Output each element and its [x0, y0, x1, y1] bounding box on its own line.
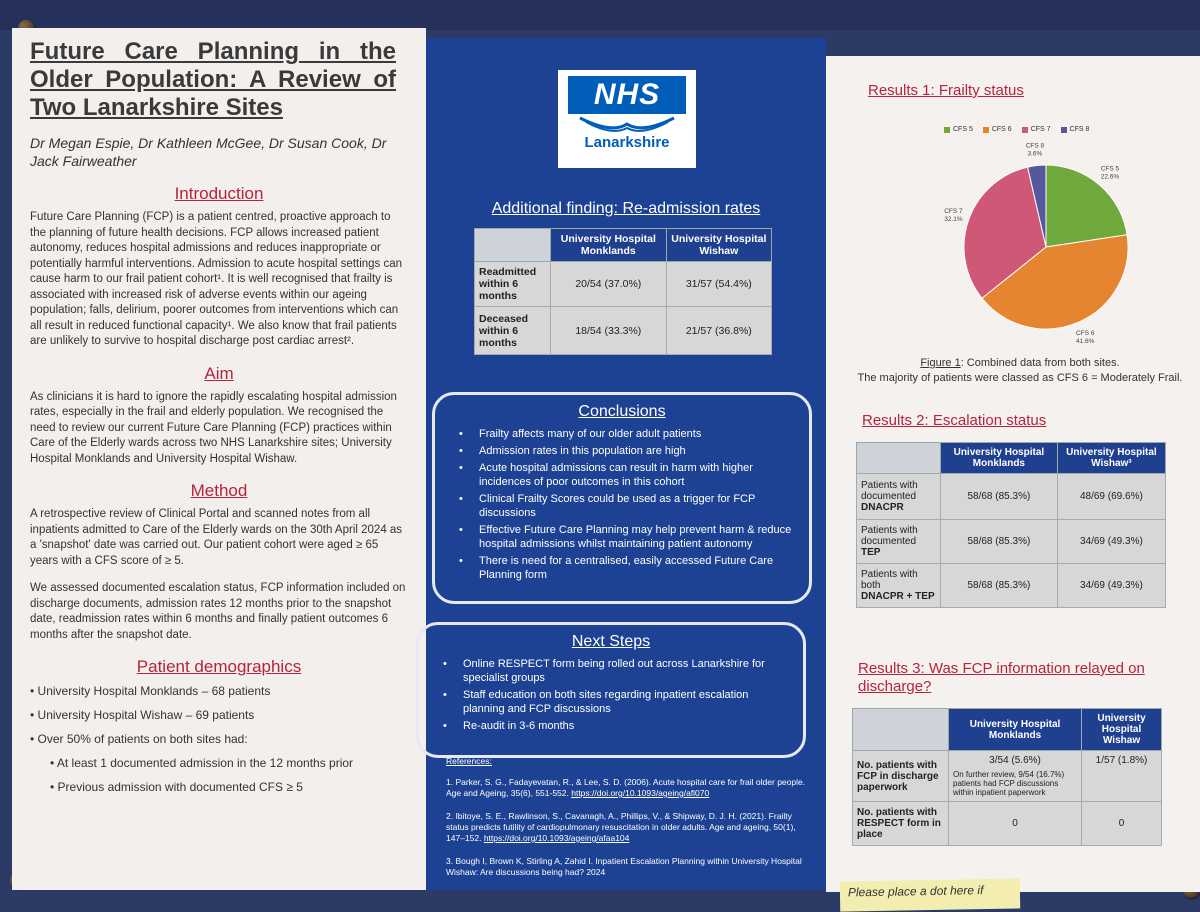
table-corner — [857, 443, 941, 474]
middle-panel — [426, 38, 826, 890]
legend-entry — [1061, 126, 1090, 133]
cell-value: 3/54 (5.6%) — [989, 755, 1041, 766]
figure-caption — [850, 356, 1190, 386]
list-item: • Staff education on both sites regarding inpatient escalation planning and FCP discussions — [439, 688, 789, 716]
cell-note: On further review, 9/54 (16.7%) patients had FCP discussions within inpatient paperwork — [953, 770, 1065, 797]
method-heading: Method — [190, 481, 248, 500]
column-header: University Hospital Monklands — [949, 709, 1082, 751]
left-panel — [12, 28, 426, 890]
legend-label: CFS 6 — [991, 126, 1012, 133]
table-cell: 58/68 (85.3%) — [941, 564, 1058, 608]
reference-text: 1. Parker, S. G., Fadayevatan, R., & Lee, S. D. (2006). Acute hospital care for frail older people. Age and Ageing, 35(6), 551-552. — [446, 777, 806, 798]
row-label: Deceased within 6 months — [475, 307, 551, 355]
list-item: • At least 1 documented admission in the 12 months prior — [30, 755, 408, 771]
table-corner — [475, 229, 551, 262]
column-header: University Hospital Wishaw — [1082, 709, 1162, 751]
demographics-list — [30, 683, 408, 795]
aim-heading: Aim — [204, 363, 234, 383]
reference-text: 3. Bough I, Brown K, Stirling A, Zahid I. Inpatient Escalation Planning within University Hospital Wishaw: Are discussions being had? 2024 — [446, 856, 802, 877]
table-row — [475, 262, 772, 307]
row-label: No. patients with FCP in discharge paperwork — [853, 751, 949, 802]
table-cell: 1/57 (1.8%) — [1082, 751, 1162, 802]
table-cell: 34/69 (49.3%) — [1057, 564, 1165, 608]
table-cell: 18/54 (33.3%) — [551, 307, 667, 355]
legend-entry — [983, 126, 1012, 133]
table-cell: 58/68 (85.3%) — [941, 520, 1058, 564]
references — [446, 756, 808, 890]
nhs-region-name: Lanarkshire — [584, 134, 670, 151]
row-label-emphasis: DNACPR — [861, 502, 904, 513]
legend-label: CFS 5 — [953, 126, 973, 133]
legend-label: CFS 7 — [1030, 126, 1051, 133]
list-item: • University Hospital Wishaw – 69 patients — [30, 707, 408, 723]
table-row — [853, 802, 1162, 846]
legend-entry — [944, 126, 973, 133]
table-cell: 34/69 (49.3%) — [1057, 520, 1165, 564]
table-cell: 0 — [1082, 802, 1162, 846]
reference-item — [446, 777, 808, 799]
conclusions-box — [432, 392, 812, 604]
chart-legend — [944, 126, 1089, 133]
next-steps-list — [419, 651, 803, 733]
authors: Dr Megan Espie, Dr Kathleen McGee, Dr Susan Cook, Dr Jack Fairweather — [30, 135, 387, 169]
next-steps-box — [416, 622, 806, 758]
legend-entry — [1022, 126, 1051, 133]
column-header: University Hospital Monklands — [941, 443, 1058, 474]
list-item: • University Hospital Monklands – 68 patients — [30, 683, 408, 699]
introduction-heading: Introduction — [174, 184, 264, 203]
table-row — [475, 307, 772, 355]
row-label-text: Patients with documented — [861, 480, 918, 502]
reference-link[interactable]: https://doi.org/10.1093/ageing/afaa104 — [483, 833, 630, 843]
slice-value-label: 41.6% — [1076, 337, 1095, 345]
list-item: • Online RESPECT form being rolled out across Lanarkshire for specialist groups — [439, 657, 789, 685]
table-cell: 31/57 (54.4%) — [666, 262, 771, 307]
right-panel — [826, 56, 1200, 892]
readmission-table — [474, 228, 772, 355]
references-heading: References: — [446, 756, 492, 766]
list-item: • There is need for a centralised, easily accessed Future Care Planning form — [455, 554, 795, 582]
readmission-heading: Additional finding: Re-admission rates — [491, 200, 761, 217]
row-label — [857, 520, 941, 564]
slice-category-label: CFS 5 — [1100, 165, 1120, 173]
results2-heading: Results 2: Escalation status — [862, 412, 1047, 429]
frailty-pie-chart — [926, 142, 1166, 345]
column-header: University Hospital Monklands — [551, 229, 667, 262]
demographics-heading: Patient demographics — [136, 657, 302, 676]
next-steps-heading: Next Steps — [571, 633, 651, 650]
table-cell: 48/69 (69.6%) — [1057, 474, 1165, 520]
table-cell: 58/68 (85.3%) — [941, 474, 1058, 520]
poster-title: Future Care Planning in the Older Population: A Review of Two Lanarkshire Sites — [30, 38, 396, 121]
row-label: No. patients with RESPECT form in place — [853, 802, 949, 846]
row-label — [857, 474, 941, 520]
table-row — [857, 564, 1166, 608]
results1-heading: Results 1: Frailty status — [868, 82, 1024, 99]
list-item: • Clinical Frailty Scores could be used as a trigger for FCP discussions — [455, 492, 795, 520]
slice-value-label: 3.6% — [1027, 150, 1043, 158]
row-label: Readmitted within 6 months — [475, 262, 551, 307]
slice-category-label: CFS 7 — [944, 207, 963, 215]
table-row — [853, 751, 1162, 802]
table-cell — [949, 751, 1082, 802]
reference-item — [446, 856, 808, 878]
introduction-text: Future Care Planning (FCP) is a patient centred, proactive approach to the planning of future health decisions. FCP allows increased patient autonomy, reduces hospital admissions and reduces inappropriate or potentially harmful interventions. Admission to acute hospital settings can cause harm to our frail patient cohort¹. It is well recognised that frailty is associated with increased risk of adverse events within our ageing population; falls, delirium, poorer outcomes from interventions which can all result in reduced functional capacity¹. We also know that frail patients are unlikely to survive to hospital discharge post cardiac arrest². — [30, 211, 403, 347]
figure-label: Figure 1 — [920, 357, 961, 369]
results3-heading: Results 3: Was FCP information relayed on discharge? — [858, 660, 1145, 695]
list-item: • Previous admission with documented CFS ≥ 5 — [30, 779, 408, 795]
aim-text: As clinicians it is hard to ignore the rapidly escalating hospital admission rates, especially in the frail and elderly population. We recognised the need to review our current Future Care Planning (FCP) practices within Care of the Elderly wards across two NHS Lanarkshire sites; University Hospital Monklands and University Hospital Wishaw. — [30, 390, 397, 465]
table-row — [857, 520, 1166, 564]
row-label-text: Patients with documented — [861, 525, 918, 547]
conclusions-list — [435, 421, 809, 582]
table-cell: 0 — [949, 802, 1082, 846]
reference-item — [446, 811, 808, 844]
list-item: • Acute hospital admissions can result in harm with higher incidences of poor outcomes in this cohort — [455, 461, 795, 489]
table-cell: 20/54 (37.0%) — [551, 262, 667, 307]
list-item: • Re-audit in 3-6 months — [439, 719, 789, 733]
discharge-fcp-table — [852, 708, 1162, 846]
board-top-edge — [0, 0, 1200, 30]
nhs-lanarkshire-logo — [558, 70, 696, 168]
row-label-text: Patients with both — [861, 569, 918, 591]
slice-value-label: 32.1% — [944, 215, 963, 223]
nhs-wordmark: NHS — [568, 76, 686, 114]
slice-category-label: CFS 8 — [1025, 142, 1045, 150]
table-row — [857, 474, 1166, 520]
list-item: • Effective Future Care Planning may help prevent harm & reduce hospital admissions whilst maintaining patient autonomy — [455, 523, 795, 551]
figure-caption-line2: The majority of patients were classed as CFS 6 = Moderately Frail. — [857, 372, 1183, 384]
sticky-note: Please place a dot here if — [840, 878, 1020, 911]
table-corner — [853, 709, 949, 751]
method-text — [30, 507, 408, 643]
legend-label: CFS 8 — [1069, 126, 1090, 133]
list-item: • Over 50% of patients on both sites had: — [30, 731, 408, 747]
escalation-table — [856, 442, 1166, 608]
reference-text: 2. Ibitoye, S. E., Rawlinson, S., Cavanagh, A., Phillips, V., & Shipway, D. J. H. (2021). Frailty status predicts futility of cardiopulmonary resuscitation in older adults. Age and ageing, 50(1), 147–152. — [446, 811, 796, 843]
column-header: University Hospital Wishaw — [666, 229, 771, 262]
reference-link[interactable]: https://doi.org/10.1093/ageing/afl070 — [571, 788, 710, 798]
table-cell: 21/57 (36.8%) — [666, 307, 771, 355]
saltire-swoosh-icon — [572, 116, 682, 134]
conclusions-heading: Conclusions — [578, 403, 666, 420]
slice-category-label: CFS 6 — [1076, 329, 1095, 337]
row-label-emphasis: DNACPR + TEP — [861, 591, 935, 602]
list-item: • Admission rates in this population are high — [455, 444, 795, 458]
figure-caption-text: : Combined data from both sites. — [960, 357, 1120, 369]
row-label — [857, 564, 941, 608]
column-header: University Hospital Wishaw³ — [1057, 443, 1165, 474]
row-label-emphasis: TEP — [861, 547, 881, 558]
slice-value-label: 22.6% — [1100, 173, 1120, 181]
method-paragraph-1: A retrospective review of Clinical Portal and scanned notes from all inpatients admitted to Care of the Elderly wards on the 30th April 2024 as a 'snapshot' date was carried out. Our patient cohort were aged ≥ 65 years with a CFS score of ≥ 5. — [30, 508, 403, 567]
list-item: • Frailty affects many of our older adult patients — [455, 427, 795, 441]
method-paragraph-2: We assessed documented escalation status, FCP information included on discharge documents, admission rates 12 months prior to the snapshot date, readmission rates within 6 months and finally patient outcomes 6 months after the snapshot date. — [30, 582, 406, 641]
